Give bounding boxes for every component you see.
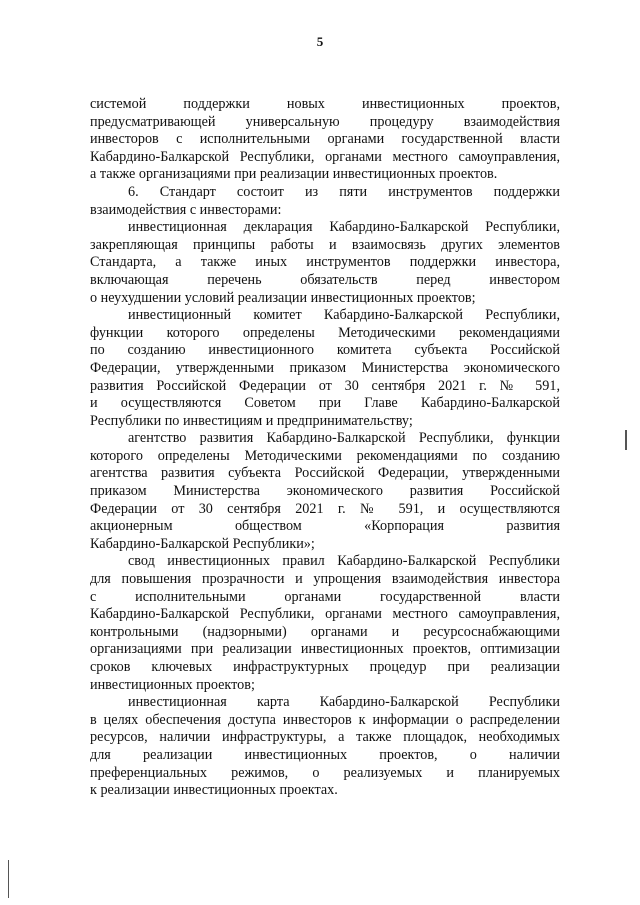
text-line: которого определены Методическими рекомендациями по созданию — [90, 447, 560, 464]
text-line: ресурсов, наличии инфраструктуры, а также площадок, необходимых — [90, 729, 560, 746]
text-line: к реализации инвестиционных проектах. — [90, 782, 338, 799]
text-line: с исполнительными органами государственной власти — [90, 588, 560, 605]
text-line: агентство развития Кабардино-Балкарской Республики, функции — [128, 430, 560, 447]
text-line: акционерным обществом «Корпорация развития — [90, 518, 560, 535]
text-line: инвестиционный комитет Кабардино-Балкарской Республики, — [128, 307, 560, 324]
page-number: 5 — [316, 34, 324, 49]
text-line: инвестиционная карта Кабардино-Балкарской Республики — [128, 694, 560, 711]
text-line: функции которого определены Методическими рекомендациями — [90, 324, 560, 341]
text-line: по созданию инвестиционного комитета субъекта Российской — [90, 342, 560, 359]
text-line: инвесторов с исполнительными органами государственной власти — [90, 131, 560, 148]
text-line: Стандарта, а также иных инструментов поддержки инвестора, — [90, 254, 560, 271]
text-line: инвестиционных проектов; — [90, 676, 255, 693]
text-line: Федерации, утвержденными приказом Министерства экономического — [90, 359, 560, 376]
text-line: свод инвестиционных правил Кабардино-Балкарской Республики — [128, 553, 560, 570]
text-line: инвестиционная декларация Кабардино-Балкарской Республики, — [128, 219, 560, 236]
text-line: о неухудшении условий реализации инвестиционных проектов; — [90, 289, 476, 306]
text-line: 6. Стандарт состоит из пяти инструментов поддержки — [128, 183, 560, 200]
text-line: агентства развития субъекта Российской Федерации, утвержденными — [90, 465, 560, 482]
text-line: а также организациями при реализации инвестиционных проектов. — [90, 166, 498, 183]
text-line: преференциальных режимов, о реализуемых и планируемых — [90, 764, 560, 781]
text-line: Кабардино-Балкарской Республики, органами местного самоуправления, — [90, 148, 560, 165]
text-line: Кабардино-Балкарской Республики»; — [90, 535, 315, 552]
document-body — [90, 96, 560, 800]
text-line: приказом Министерства экономического развития Российской — [90, 483, 560, 500]
text-line: и осуществляются Советом при Главе Кабардино-Балкарской — [90, 395, 560, 412]
text-line: Федерации от 30 сентября 2021 г. № 591, и осуществляются — [90, 500, 560, 517]
text-line: контрольными (надзорными) органами и ресурсоснабжающими — [90, 623, 560, 640]
text-line: закрепляющая принципы работы и взаимосвязь других элементов — [90, 236, 560, 253]
text-line: для реализации инвестиционных проектов, о наличии — [90, 746, 560, 763]
text-line: Кабардино-Балкарской Республики, органами местного самоуправления, — [90, 606, 560, 623]
text-line: сроков ключевых инфраструктурных процедур при реализации — [90, 659, 560, 675]
text-line: системой поддержки новых инвестиционных проектов, — [90, 96, 560, 112]
text-line: включающая перечень обязательств перед инвестором — [90, 271, 560, 288]
text-line: предусматривающей универсальную процедуру взаимодействия — [90, 113, 560, 130]
text-line: организациями при реализации инвестиционных проектов, оптимизации — [90, 641, 560, 658]
scan-artifact-mark — [625, 430, 627, 450]
text-line: в целях обеспечения доступа инвесторов к информации о распределении — [90, 711, 560, 728]
text-line: для повышения прозрачности и упрощения взаимодействия инвестора — [90, 571, 560, 588]
scan-artifact-mark — [8, 860, 9, 898]
text-line: взаимодействия с инвесторами: — [90, 201, 282, 218]
text-line: развития Российской Федерации от 30 сентября 2021 г. № 591, — [90, 377, 560, 394]
text-line: Республики по инвестициям и предпринимательству; — [90, 412, 413, 429]
